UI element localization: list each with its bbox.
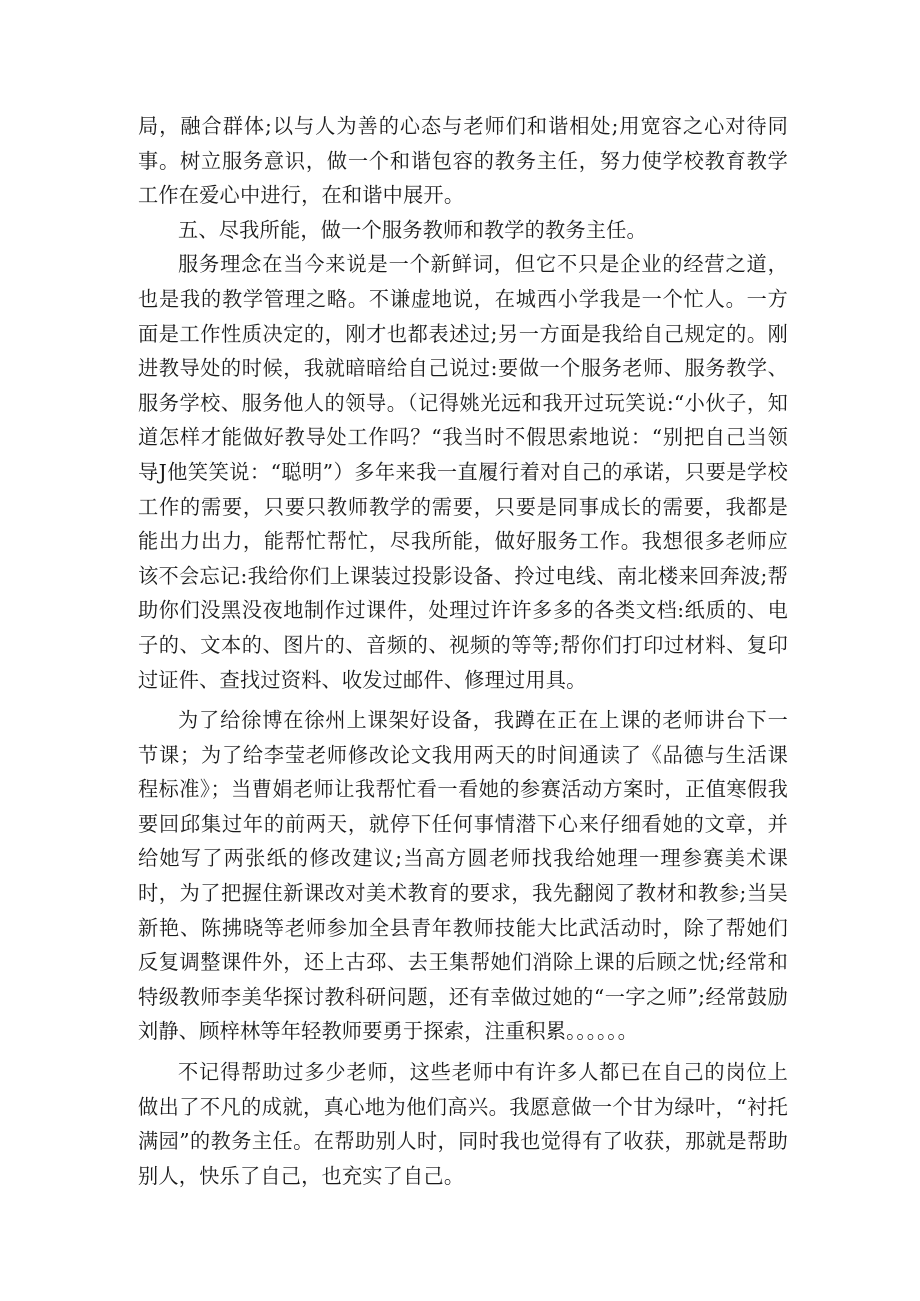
section-heading-5: 五、尽我所能，做一个服务教师和教学的教务主任。 (178, 217, 647, 242)
paragraph-3: 为了给徐博在徐州上课架好设备，我蹲在正在上课的老师讲台下一节课；为了给李莹老师修改论文我用两天的时间通读了《品德与生活课程标准》；当曹娟老师让我帮忙看一看她的参赛活动方案时，正值寒假我要回邱集过年的前两天，就停下任何事情潜下心来仔细看她的文章，并给她写了两张纸的修改建议;当高方圆老师找我给她理一理参赛美术课时，为了把握住新课改对美术教育的要求，我先翻阅了教材和教参;当吴新艳、陈拂晓等老师参加全县青年教师技能大比武活动时，除了帮她们反复调整课件外，还上古邳、去王集帮她们消除上课的后顾之忧;经常和特级教师李美华探讨教科研问题，还有幸做过她的“一字之师”;经常鼓励刘静、顾梓林等年轻教师要勇于探索，注重积累。。。。。。 (138, 708, 788, 1044)
paragraph-4: 不记得帮助过多少老师，这些老师中有许多人都已在自己的岗位上做出了不凡的成就，真心地为他们高兴。我愿意做一个甘为绿叶，“衬托满园”的教务主任。在帮助别人时，同时我也觉得有了收获，那就是帮助别人，快乐了自己，也充实了自己。 (138, 1060, 788, 1188)
document-page (138, 109, 788, 1193)
paragraph-2: 服务理念在当今来说是一个新鲜词，但它不只是企业的经营之道，也是我的教学管理之略。不谦虚地说，在城西小学我是一个忙人。一方面是工作性质决定的，刚才也都表述过;另一方面是我给自己规定的。刚进教导处的时候，我就暗暗给自己说过:要做一个服务老师、服务教学、服务学校、服务他人的领导。（记得姚光远和我开过玩笑说:“小伙子，知道怎样才能做好教导处工作吗？“我当时不假思索地说：“别把自己当领导J他笑笑说：“聪明”）多年来我一直履行着对自己的承诺，只要是学校工作的需要，只要只教师教学的需要，只要是同事成长的需要，我都是能出力出力，能帮忙帮忙，尽我所能，做好服务工作。我想很多老师应该不会忘记:我给你们上课装过投影设备、拎过电线、南北楼来回奔波;帮助你们没黑没夜地制作过课件，处理过许许多多的各类文档:纸质的、电子的、文本的、图片的、音频的、视频的等等;帮你们打印过材料、复印过证件、查找过资料、收发过邮件、修理过用具。 (138, 252, 788, 692)
paragraph-1: 局，融合群体;以与人为善的心态与老师们和谐相处;用宽容之心对待同事。树立服务意识，做一个和谐包容的教务主任，努力使学校教育教学工作在爱心中进行，在和谐中展开。 (138, 114, 788, 208)
